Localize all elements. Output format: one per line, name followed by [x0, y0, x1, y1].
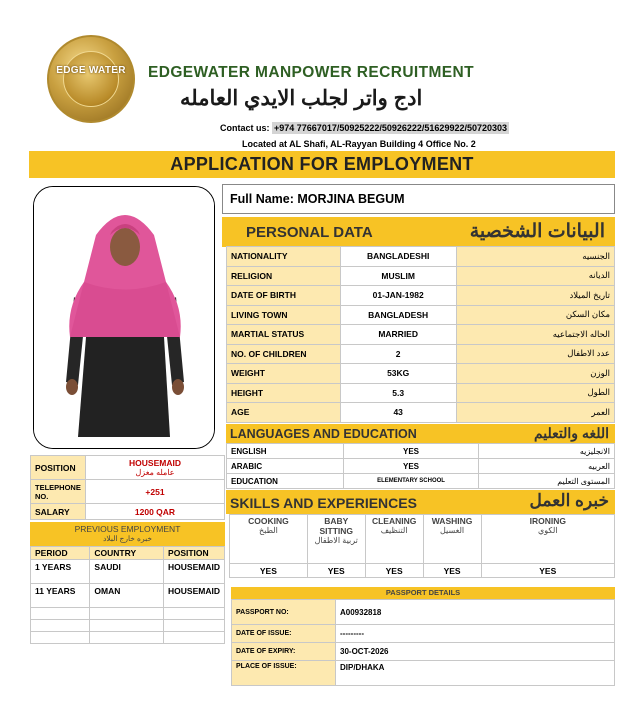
previous-employment-header	[30, 522, 225, 546]
empty-cell	[164, 620, 225, 632]
logo-text: EDGE WATER	[56, 65, 126, 76]
languages-title-ar: اللغه والتعليم	[533, 425, 609, 441]
country-cell: SAUDI	[90, 560, 164, 584]
personal-data-row	[227, 383, 615, 403]
field-label: AGE	[227, 403, 341, 423]
skill-name-ar: تربية الاطفال	[314, 536, 358, 545]
field-value: BANGLADESHI	[340, 247, 456, 267]
place-of-issue-value: DIP/DHAKA	[336, 661, 615, 686]
address-line: Located at AL Shafi, AL-Rayyan Building 4 Office No. 2	[242, 139, 476, 149]
language-label-ar: العربيه	[479, 459, 615, 474]
country-cell: OMAN	[90, 584, 164, 608]
skill-heading-cell	[423, 515, 481, 564]
empty-cell	[90, 608, 164, 620]
language-label: ARABIC	[227, 459, 344, 474]
empty-cell	[31, 620, 90, 632]
passport-no-row	[232, 600, 615, 625]
position-label: POSITION	[31, 456, 86, 480]
personal-data-title-ar: البيانات الشخصية	[469, 221, 605, 242]
position-cell: HOUSEMAID	[164, 584, 225, 608]
field-label: HEIGHT	[227, 383, 341, 403]
empty-row	[31, 608, 225, 620]
issue-date-value: ---------	[336, 625, 615, 643]
field-label-ar: العمر	[456, 403, 614, 423]
skills-title-en: SKILLS AND EXPERIENCES	[230, 495, 417, 511]
field-label-ar: الجنسيه	[456, 247, 614, 267]
salary-row	[31, 504, 225, 520]
field-label: WEIGHT	[227, 364, 341, 384]
language-label: EDUCATION	[227, 474, 344, 489]
language-label-ar: الانجليزيه	[479, 444, 615, 459]
skill-name: CLEANING	[371, 516, 417, 526]
skill-heading-cell	[365, 515, 423, 564]
field-label: DATE OF BIRTH	[227, 286, 341, 306]
previous-employment-table	[30, 546, 225, 644]
passport-no-label: PASSPORT NO:	[232, 600, 336, 625]
empty-cell	[90, 632, 164, 644]
position-row	[31, 456, 225, 480]
personal-data-row	[227, 364, 615, 384]
skill-value: YES	[230, 564, 308, 578]
skills-table	[229, 514, 615, 578]
applicant-photo	[33, 186, 215, 449]
previous-employment-columns	[31, 547, 225, 560]
skill-value: YES	[481, 564, 614, 578]
language-label: ENGLISH	[227, 444, 344, 459]
skill-name: BABY SITTING	[319, 516, 353, 536]
contact-label: Contact us:	[220, 123, 270, 133]
field-label: MARTIAL STATUS	[227, 325, 341, 345]
passport-details-table	[231, 599, 615, 686]
passport-no-value: A00932818	[336, 600, 615, 625]
empty-cell	[164, 608, 225, 620]
personal-data-row	[227, 305, 615, 325]
field-label-ar: الوزن	[456, 364, 614, 384]
telephone-value: +251	[86, 480, 225, 504]
field-value: 43	[340, 403, 456, 423]
position-value: HOUSEMAID	[129, 458, 181, 468]
field-label: NO. OF CHILDREN	[227, 344, 341, 364]
issue-date-label: DATE OF ISSUE:	[232, 625, 336, 643]
skill-name: COOKING	[248, 516, 289, 526]
skill-value: YES	[365, 564, 423, 578]
skill-value: YES	[423, 564, 481, 578]
skill-heading-cell	[230, 515, 308, 564]
skills-header	[226, 490, 615, 514]
skill-name-ar: التنظيف	[380, 526, 408, 535]
column-period: PERIOD	[31, 547, 90, 560]
field-label-ar: مكان السكن	[456, 305, 614, 325]
empty-cell	[90, 620, 164, 632]
skill-name: WASHING	[431, 516, 473, 526]
column-country: COUNTRY	[90, 547, 164, 560]
skill-heading-cell	[307, 515, 365, 564]
company-name-ar: ادج واتر لجلب الايدي العامله	[180, 87, 423, 110]
empty-row	[31, 620, 225, 632]
field-label-ar: تاريخ الميلاد	[456, 286, 614, 306]
position-table	[30, 455, 225, 520]
empty-cell	[31, 632, 90, 644]
previous-employment-title-en: PREVIOUS EMPLOYMENT	[74, 524, 181, 534]
field-value: 53KG	[340, 364, 456, 384]
language-value: YES	[343, 459, 479, 474]
skills-title-ar: خبره العمل	[529, 491, 609, 510]
personal-data-row	[227, 403, 615, 423]
personal-data-row	[227, 266, 615, 286]
issue-date-row	[232, 625, 615, 643]
column-position: POSITION	[164, 547, 225, 560]
empty-row	[31, 632, 225, 644]
company-logo	[47, 35, 135, 123]
personal-data-row	[227, 247, 615, 267]
personal-data-title-en: PERSONAL DATA	[246, 224, 373, 241]
passport-details-header: PASSPORT DETAILS	[231, 587, 615, 599]
skill-name: IRONING	[529, 516, 566, 526]
languages-header	[226, 424, 615, 443]
period-cell: 11 YEARS	[31, 584, 90, 608]
field-value: MARRIED	[340, 325, 456, 345]
skill-name-ar: الطبخ	[258, 526, 278, 535]
languages-title-en: LANGUAGES AND EDUCATION	[230, 427, 417, 441]
field-label-ar: الديانه	[456, 266, 614, 286]
position-value-ar: عامله مغزل	[135, 468, 175, 477]
field-label: RELIGION	[227, 266, 341, 286]
telephone-row	[31, 480, 225, 504]
full-name: Full Name: MORJINA BEGUM	[222, 184, 615, 214]
applicant-photo-illustration	[34, 187, 215, 449]
period-cell: 1 YEARS	[31, 560, 90, 584]
field-label: LIVING TOWN	[227, 305, 341, 325]
expiry-date-row	[232, 643, 615, 661]
place-of-issue-row	[232, 661, 615, 686]
skill-heading-cell	[481, 515, 614, 564]
personal-data-header	[222, 217, 615, 247]
skill-value: YES	[307, 564, 365, 578]
language-row	[227, 459, 615, 474]
field-value: 01-JAN-1982	[340, 286, 456, 306]
language-label-ar: المستوى التعليم	[479, 474, 615, 489]
logo-seal	[63, 51, 119, 107]
previous-employment-title-ar: خبره خارج البلاد	[103, 534, 152, 543]
company-name-en: EDGEWATER MANPOWER RECRUITMENT	[148, 64, 475, 81]
expiry-date-label: DATE OF EXPIRY:	[232, 643, 336, 661]
field-label-ar: الحاله الاجتماعيه	[456, 325, 614, 345]
position-cell: HOUSEMAID	[164, 560, 225, 584]
skill-name-ar: الكوي	[538, 526, 558, 535]
languages-table	[226, 443, 615, 489]
page-title: APPLICATION FOR EMPLOYMENT	[29, 151, 615, 178]
place-of-issue-label: PLACE OF ISSUE:	[232, 661, 336, 686]
field-value: 5.3	[340, 383, 456, 403]
personal-data-row	[227, 286, 615, 306]
language-value: YES	[343, 444, 479, 459]
contact-line	[220, 123, 509, 133]
field-label: NATIONALITY	[227, 247, 341, 267]
table-row	[31, 584, 225, 608]
empty-cell	[31, 608, 90, 620]
field-label-ar: الطول	[456, 383, 614, 403]
telephone-label: TELEPHONE NO.	[31, 480, 86, 504]
salary-value: 1200 QAR	[86, 504, 225, 520]
empty-cell	[164, 632, 225, 644]
field-value: MUSLIM	[340, 266, 456, 286]
personal-data-row	[227, 325, 615, 345]
skill-name-ar: الغسيل	[440, 526, 465, 535]
language-row	[227, 474, 615, 489]
personal-data-row	[227, 344, 615, 364]
table-row	[31, 560, 225, 584]
expiry-date-value: 30-OCT-2026	[336, 643, 615, 661]
field-value: 2	[340, 344, 456, 364]
language-value: ELEMENTARY SCHOOL	[343, 474, 479, 489]
field-value: BANGLADESH	[340, 305, 456, 325]
salary-label: SALARY	[31, 504, 86, 520]
contact-numbers: +974 77667017/50925222/50926222/51629922/50720303	[274, 123, 508, 133]
language-row	[227, 444, 615, 459]
personal-data-table	[226, 246, 615, 423]
field-label-ar: عدد الاطفال	[456, 344, 614, 364]
position-value-cell	[86, 456, 225, 480]
